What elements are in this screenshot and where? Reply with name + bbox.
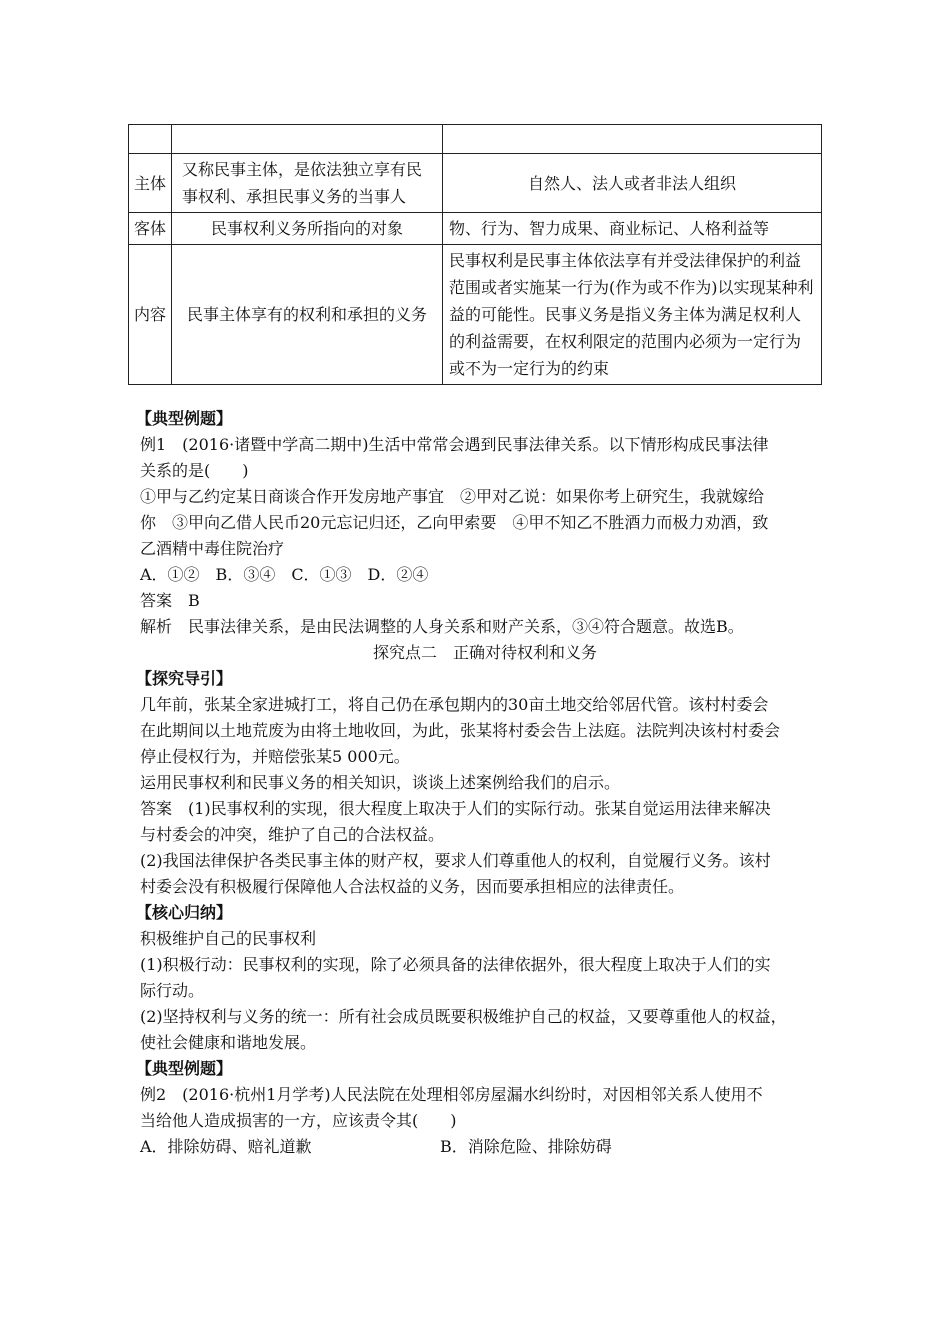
guide-line: 村委会没有积极履行保障他人合法权益的义务，因而要承担相应的法律责任。 [140, 877, 685, 896]
question-line: 例1 (2016·诸暨中学高二期中)生活中常常会遇到民事法律关系。以下情形构成民事法律 [140, 435, 769, 454]
question-line: 你 ③甲向乙借人民币20元忘记归还，乙向甲索要 ④甲不知乙不胜酒力而极力劝酒，致 [140, 513, 769, 532]
section-heading: 【核心归纳】 [136, 903, 233, 922]
guide-line: 与村委会的冲突，维护了自己的合法权益。 [140, 825, 445, 844]
table-row [129, 213, 822, 245]
row-label: 客体 [129, 213, 172, 245]
section-heading: 【典型例题】 [136, 409, 233, 428]
header-cell [443, 125, 822, 154]
core-line: (2)坚持权利与义务的统一：所有社会成员既要积极维护自己的权益，又要尊重他人的权益， [140, 1007, 787, 1026]
analysis-line: 解析 民事法律关系，是由民法调整的人身关系和财产关系，③④符合题意。故选B。 [140, 617, 744, 636]
answer-options: A．①② B．③④ C．①③ D．②④ [140, 565, 429, 584]
section-title: 探究点二 正确对待权利和义务 [372, 643, 597, 662]
row-definition: 民事主体享有的权利和承担的义务 [172, 245, 443, 385]
row-detail: 民事权利是民事主体依法享有并受法律保护的利益范围或者实施某一行为(作为或不作为)以实现某种利益的可能性。民事义务是指义务主体为满足权利人的利益需要，在权利限定的范围内必须为一定行为或不为一定行为的约束 [443, 245, 822, 385]
table-row [129, 154, 822, 213]
row-definition: 民事权利义务所指向的对象 [172, 213, 443, 245]
header-cell [129, 125, 172, 154]
table-row [129, 245, 822, 385]
core-line: 积极维护自己的民事权利 [140, 929, 317, 948]
option-b: B．消除危险、排除妨碍 [440, 1137, 612, 1156]
guide-line: 答案 (1)民事权利的实现，很大程度上取决于人们的实际行动。张某自觉运用法律来解决 [140, 799, 771, 818]
civil-relation-table [128, 124, 822, 385]
row-detail: 物、行为、智力成果、商业标记、人格利益等 [443, 213, 822, 245]
guide-line: 运用民事权利和民事义务的相关知识，谈谈上述案例给我们的启示。 [140, 773, 621, 792]
section-heading: 【典型例题】 [136, 1059, 233, 1078]
table-header-row [129, 125, 822, 154]
answer-line: 答案 B [140, 591, 200, 610]
guide-line: 在此期间以土地荒废为由将土地收回，为此，张某将村委会告上法庭。法院判决该村村委会 [140, 721, 781, 740]
question-line: 例2 (2016·杭州1月学考)人民法院在处理相邻房屋漏水纠纷时，对因相邻关系人使用不 [140, 1085, 763, 1104]
guide-line: 几年前，张某全家进城打工，将自己仍在承包期内的30亩土地交给邻居代管。该村村委会 [140, 695, 769, 714]
row-label: 主体 [129, 154, 172, 213]
example-1-block [136, 406, 830, 1160]
section-heading: 【探究导引】 [136, 669, 233, 688]
core-line: 际行动。 [140, 981, 205, 1000]
question-line: ①甲与乙约定某日商谈合作开发房地产事宜 ②甲对乙说：如果你考上研究生，我就嫁给 [140, 487, 765, 506]
header-cell [172, 125, 443, 154]
core-line: 使社会健康和谐地发展。 [140, 1033, 317, 1052]
question-line: 关系的是( ) [140, 461, 249, 480]
option-a: A．排除妨碍、赔礼道歉 [140, 1137, 312, 1156]
question-line: 乙酒精中毒住院治疗 [140, 539, 285, 558]
guide-line: 停止侵权行为，并赔偿张某5 000元。 [140, 747, 410, 766]
row-detail: 自然人、法人或者非法人组织 [443, 154, 822, 213]
row-definition: 又称民事主体，是依法独立享有民事权利、承担民事义务的当事人 [172, 154, 443, 213]
answer-options [140, 1134, 830, 1160]
question-line: 当给他人造成损害的一方，应该责令其( ) [140, 1111, 457, 1130]
core-line: (1)积极行动：民事权利的实现，除了必须具备的法律依据外，很大程度上取决于人们的实 [140, 955, 771, 974]
row-label: 内容 [129, 245, 172, 385]
guide-line: (2)我国法律保护各类民事主体的财产权，要求人们尊重他人的权利，自觉履行义务。该村 [140, 851, 771, 870]
